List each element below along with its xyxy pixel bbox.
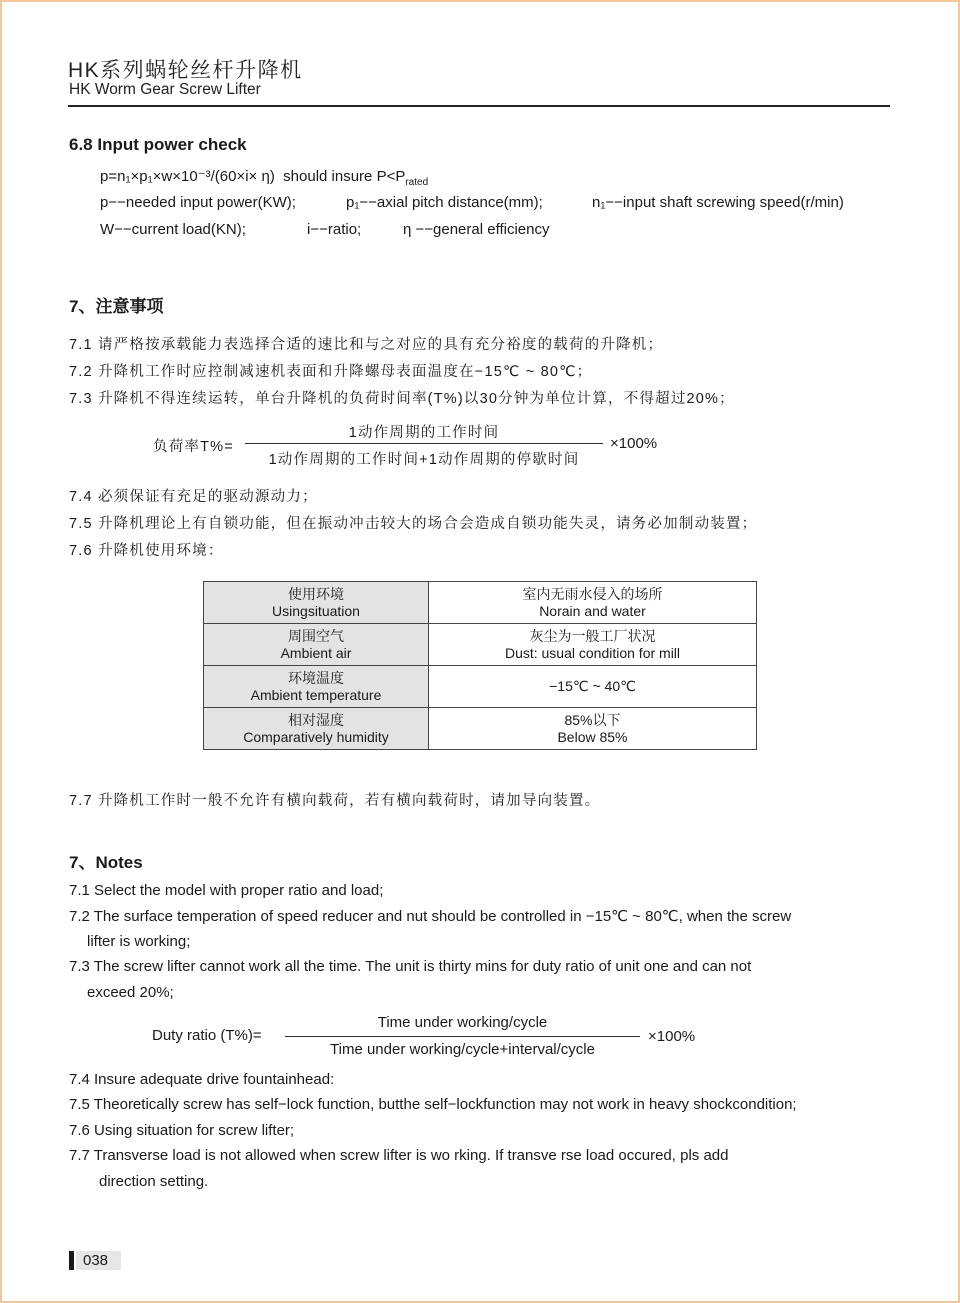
note-en-7-7-cont: direction setting.: [99, 1173, 209, 1190]
power-formula-condition-sub: rated: [405, 177, 429, 188]
table-row: [204, 582, 757, 624]
note-cn-7-2: 7.2 升降机工作时应控制减速机表面和升降螺母表面温度在−15℃ ~ 80℃；: [69, 364, 593, 380]
page-number-marker: [69, 1251, 74, 1270]
duty-formula-en-numerator: Time under working/cycle: [377, 1014, 548, 1031]
table-key-cell: [204, 624, 429, 666]
note-en-7-5: 7.5 Theoretically screw has self−lock function, butthe self−lockfunction may not work in heavy shockcondition;: [69, 1096, 797, 1113]
definition-ratio: i−−ratio;: [307, 221, 362, 238]
key-en: Ambient temperature: [250, 686, 382, 703]
duty-formula-en-denominator: Time under working/cycle+interval/cycle: [330, 1041, 595, 1058]
value-en: Norain and water: [539, 602, 646, 619]
value-cn: 室内无雨水侵入的场所: [522, 585, 663, 602]
value-cn: 85%以下: [564, 711, 621, 728]
key-cn: 周围空气: [288, 627, 344, 644]
table-row: [204, 666, 757, 708]
value-en: Dust: usual condition for mill: [504, 644, 681, 661]
note-en-7-7: 7.7 Transverse load is not allowed when screw lifter is wo rking. If transve rse load occured, pls add: [69, 1147, 729, 1164]
section-heading-6-8: 6.8 Input power check: [69, 135, 247, 154]
table-value-cell: [429, 582, 757, 624]
table-row: [204, 624, 757, 666]
duty-formula-cn-denominator: 1动作周期的工作时间+1动作周期的停歇时间: [268, 452, 580, 468]
definition-pitch: p₁−−axial pitch distance(mm);: [346, 194, 543, 211]
note-cn-7-4: 7.4 必须保证有充足的驱动源动力；: [69, 489, 318, 505]
table-value-cell: [429, 708, 757, 750]
table-value-cell: [429, 666, 757, 708]
duty-formula-cn-multiplier: ×100%: [610, 435, 658, 452]
definition-efficiency: η −−general efficiency: [403, 221, 550, 238]
definition-power: p−−needed input power(KW);: [100, 194, 296, 211]
key-cn: 相对湿度: [288, 711, 344, 728]
power-formula-expression: p=n₁×p₁×w×10⁻³/(60×i× η): [100, 168, 275, 185]
note-en-7-3: 7.3 The screw lifter cannot work all the time. The unit is thirty mins for duty ratio of unit one and can not: [69, 958, 752, 975]
value-en: Below 85%: [557, 728, 628, 745]
note-en-7-1: 7.1 Select the model with proper ratio and load;: [69, 882, 384, 899]
duty-formula-cn-numerator: 1动作周期的工作时间: [348, 425, 500, 441]
page-number: 038: [83, 1252, 109, 1269]
note-en-7-6: 7.6 Using situation for screw lifter;: [69, 1122, 295, 1139]
note-cn-7-3: 7.3 升降机不得连续运转，单台升降机的负荷时间率(T%)以30分钟为单位计算，不得超过20%；: [69, 391, 735, 407]
definition-speed: n₁−−input shaft screwing speed(r/min): [592, 194, 844, 211]
value-cn: −15℃ ~ 40℃: [549, 678, 636, 694]
duty-formula-en-lhs: Duty ratio (T%)=: [152, 1027, 262, 1044]
duty-formula-cn-lhs: 负荷率T%=: [153, 439, 234, 455]
table-key-cell: [204, 708, 429, 750]
power-formula-condition: should insure P<P: [283, 168, 406, 185]
note-cn-7-1: 7.1 请严格按承载能力表选择合适的速比和与之对应的具有充分裕度的载荷的升降机；: [69, 337, 664, 353]
table-row: [204, 708, 757, 750]
document-title-en: HK Worm Gear Screw Lifter: [69, 81, 261, 98]
section-heading-7-en: 7、Notes: [69, 853, 143, 872]
power-formula: [100, 167, 428, 188]
fraction-bar: [285, 1036, 640, 1037]
note-cn-7-6: 7.6 升降机使用环境：: [69, 543, 224, 559]
key-en: Ambient air: [280, 644, 352, 661]
value-cn: 灰尘为一般工厂状况: [529, 627, 656, 644]
table-value-cell: [429, 624, 757, 666]
fraction-bar: [245, 443, 603, 444]
note-cn-7-7: 7.7 升降机工作时一般不允许有横向载荷，若有横向载荷时，请加导向装置。: [69, 793, 601, 809]
key-en: Usingsituation: [272, 602, 360, 619]
table-key-cell: [204, 582, 429, 624]
environment-table: [203, 581, 757, 750]
key-cn: 使用环境: [288, 585, 344, 602]
definition-load: W−−current load(KN);: [100, 221, 246, 238]
duty-formula-en-multiplier: ×100%: [648, 1028, 696, 1045]
document-title-cn: HK系列蜗轮丝杆升降机: [68, 59, 303, 82]
note-cn-7-5: 7.5 升降机理论上有自锁功能，但在振动冲击较大的场合会造成自锁功能失灵，请务必加制动装置；: [69, 516, 758, 532]
section-heading-7-cn: 7、注意事项: [69, 297, 164, 316]
header-rule: [68, 105, 890, 107]
note-en-7-3-cont: exceed 20%;: [87, 984, 174, 1001]
key-en: Comparatively humidity: [243, 728, 389, 745]
key-cn: 环境温度: [288, 669, 344, 686]
table-key-cell: [204, 666, 429, 708]
note-en-7-4: 7.4 Insure adequate drive fountainhead:: [69, 1071, 335, 1088]
note-en-7-2-cont: lifter is working;: [87, 933, 191, 950]
note-en-7-2: 7.2 The surface temperation of speed reducer and nut should be controlled in −15℃ ~ 80℃, when the screw: [69, 908, 792, 925]
